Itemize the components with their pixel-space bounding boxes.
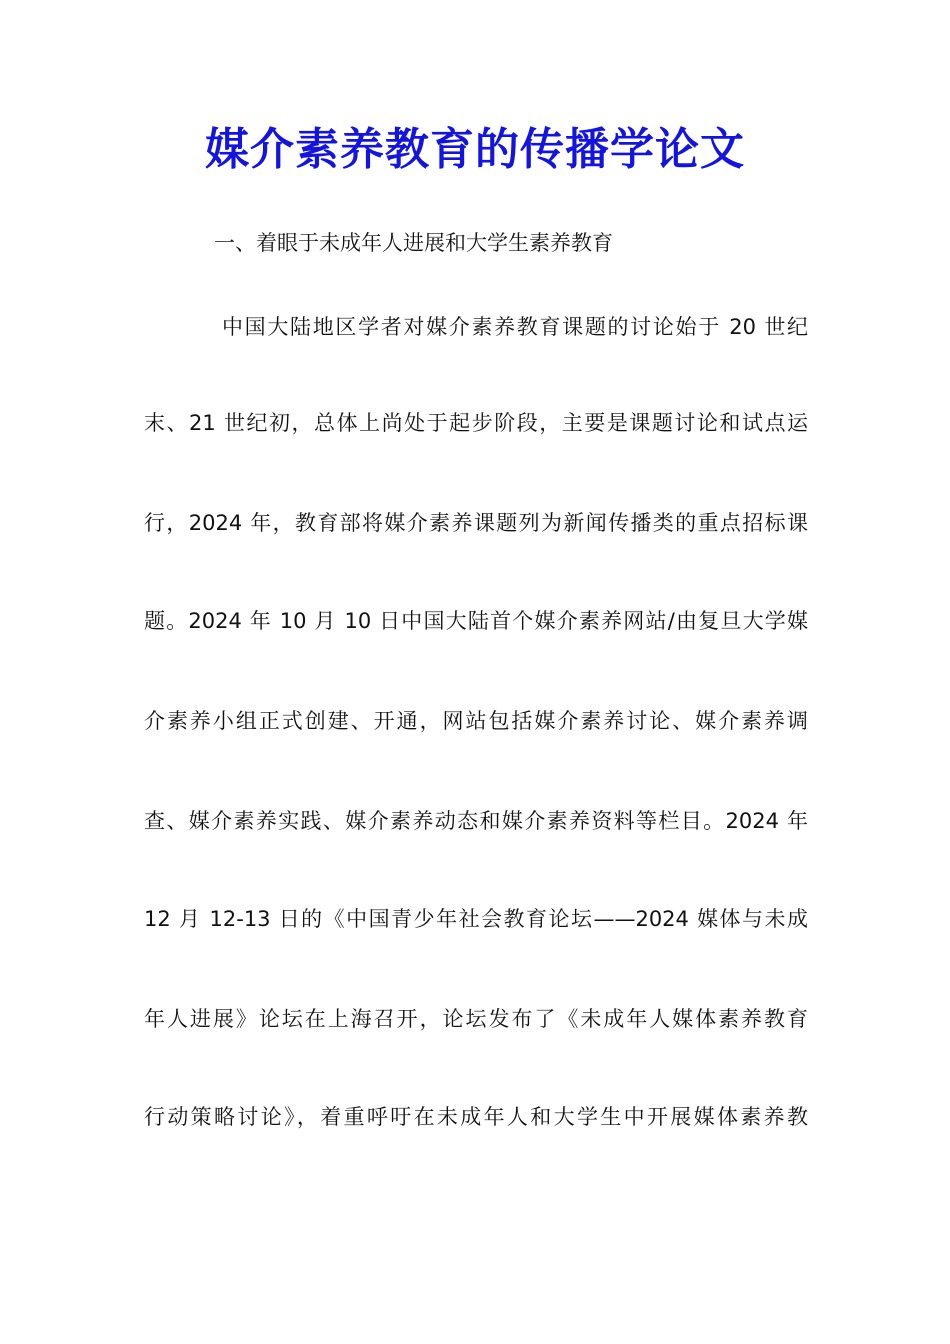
paragraph-line-8: 年人进展》论坛在上海召开，论坛发布了《未成年人媒体素养教育 [144, 1007, 808, 1031]
paragraph-line-7: 12 月 12-13 日的《中国青少年社会教育论坛——2024 媒体与未成 [144, 907, 808, 931]
paragraph-line-2: 末、21 世纪初，总体上尚处于起步阶段，主要是课题讨论和试点运 [144, 411, 808, 435]
document-title: 媒介素养教育的传播学论文 [205, 124, 745, 175]
section-heading: 一、着眼于未成年人进展和大学生素养教育 [214, 231, 613, 255]
paragraph-line-6: 查、媒介素养实践、媒介素养动态和媒介素养资料等栏目。2024 年 [144, 809, 808, 833]
paragraph-line-9: 行动策略讨论》，着重呼吁在未成年人和大学生中开展媒体素养教 [144, 1105, 808, 1129]
paragraph-line-3: 行，2024 年，教育部将媒介素养课题列为新闻传播类的重点招标课 [144, 511, 808, 535]
paragraph-line-1: 中国大陆地区学者对媒介素养教育课题的讨论始于 20 世纪 [222, 315, 808, 339]
paragraph-line-5: 介素养小组正式创建、开通，网站包括媒介素养讨论、媒介素养调 [144, 709, 808, 733]
paragraph-line-4: 题。2024 年 10 月 10 日中国大陆首个媒介素养网站/由复旦大学媒 [144, 609, 808, 633]
